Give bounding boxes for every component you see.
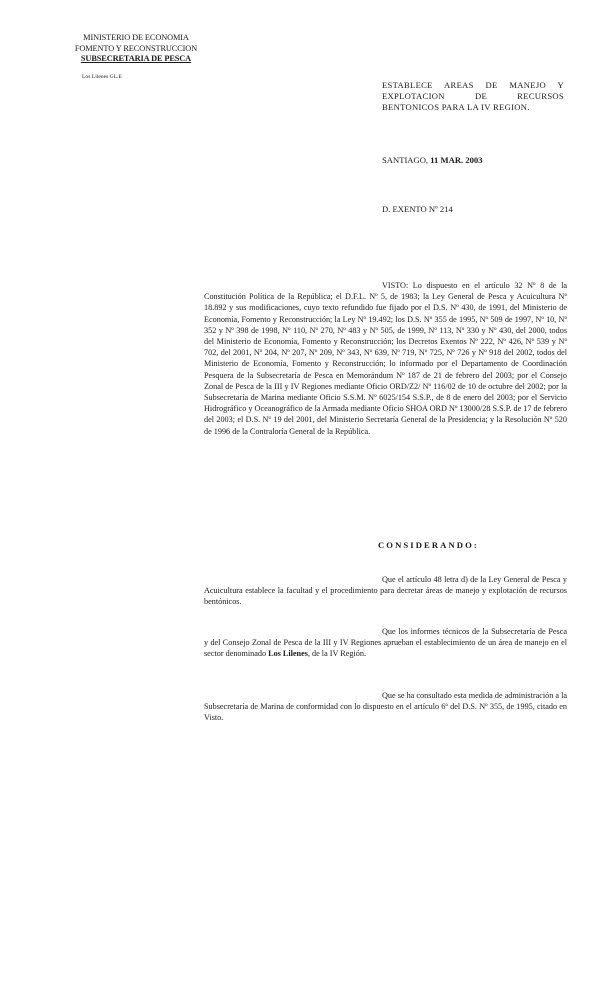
place: SANTIAGO, (382, 155, 429, 165)
date: 11 MAR. 2003 (430, 155, 483, 165)
considerando-3 (204, 690, 567, 724)
place-date (382, 155, 483, 165)
considerando-3-text: Que se ha consultado esta medida de administración a la Subsecretaría de Marina de conformidad con lo dispuesto en el artículo 6º del D.S. Nº 355, de 1995, citado en Visto. (204, 691, 567, 723)
considerando-title: CONSIDERANDO: (378, 540, 479, 550)
subject-line-2: EXPLOTACION DE RECURSOS (382, 91, 564, 101)
subject-line-1: ESTABLECE AREAS DE MANEJO Y (382, 80, 564, 90)
decree-number: D. EXENTO Nº 214 (382, 204, 453, 214)
considerando-2 (204, 626, 567, 660)
ministry-subname: FOMENTO Y RECONSTRUCCION (74, 43, 198, 53)
undersecretariat-name: SUBSECRETARIA DE PESCA (80, 54, 192, 64)
considerando-2-text: Que los informes técnicos de la Subsecretaría de Pesca y del Consejo Zonal de Pesca de la III y IV Regiones aprueban el establecimiento de un área de manejo en el sector denominado (204, 627, 567, 659)
decree-subject (382, 80, 564, 113)
visto-text: VISTO: Lo dispuesto en el artículo 32 Nº 8 de la Constitución Política de la República; el D.F.L. Nº 5, de 1983; la Ley General de Pesca y Acuicultura Nº 18.892 y sus modificaciones, cuyo texto refundido fue fijado por el D.S. Nº 430, de 1991, del Ministerio de Economía, Fomento y Reconstrucción; la Ley Nº 19.492; los D.S. Nº 355 de 1995, Nº 509 de 1997, Nº 10, Nº 352 y Nº 398 de 1998, Nº 110, Nº 270, Nº 483 y Nº 505, de 1999, Nº 113, Nº 330 y Nº 430, del 2000, todos del Ministerio de Economía, Fomento y Reconstrucción; los Decretos Exentos Nº 222, Nº 426, Nº 539 y Nº 702, del 2001, Nº 204, Nº 207, Nº 209, Nº 343, Nº 639, Nº 719, Nº 725, Nº 726 y Nº 918 del 2002, todos del Ministerio de Economía, Fomento y Reconstrucción; lo informado por el Departamento de Coordinación Pesquera de la Subsecretaría de Pesca en Memorándum Nº 187 de 21 de febrero del 2003; por el Consejo Zonal de Pesca de la III y IV Regiones mediante Oficio ORD/Z2/ Nº 116/02 de 10 de octubre del 2002; por la Subsecretaría de Marina mediante Oficio S.S.M. Nº 6025/154 S.S.P., de 8 de enero del 2003; por el Servicio Hidrográfico y Oceanográfico de la Armada mediante Oficio SHOA ORD Nº 13000/28 S.S.P. de 17 de febrero del 2003; el D.S. Nº 19 del 2001, del Ministerio Secretaría General de la Presidencia; y la Resolución Nº 520 de 1996 de la Contraloría General de la República. (204, 281, 567, 436)
considerando-2-text-end: , de la IV Región. (307, 649, 366, 659)
considerando-1 (204, 574, 567, 608)
ministry-header (58, 33, 214, 65)
sector-name: Los Lilenes (268, 649, 308, 659)
header-reference: Los Lilenes GL.E (82, 74, 122, 80)
subject-line-3: BENTONICOS PARA LA IV REGION. (382, 102, 530, 112)
visto-paragraph (204, 280, 567, 437)
ministry-name: MINISTERIO DE ECONOMIA (83, 33, 189, 42)
considerando-1-text: Que el artículo 48 letra d) de la Ley General de Pesca y Acuicultura establece la facultad y el procedimiento para decretar áreas de manejo y explotación de recursos bentónicos. (204, 575, 567, 607)
